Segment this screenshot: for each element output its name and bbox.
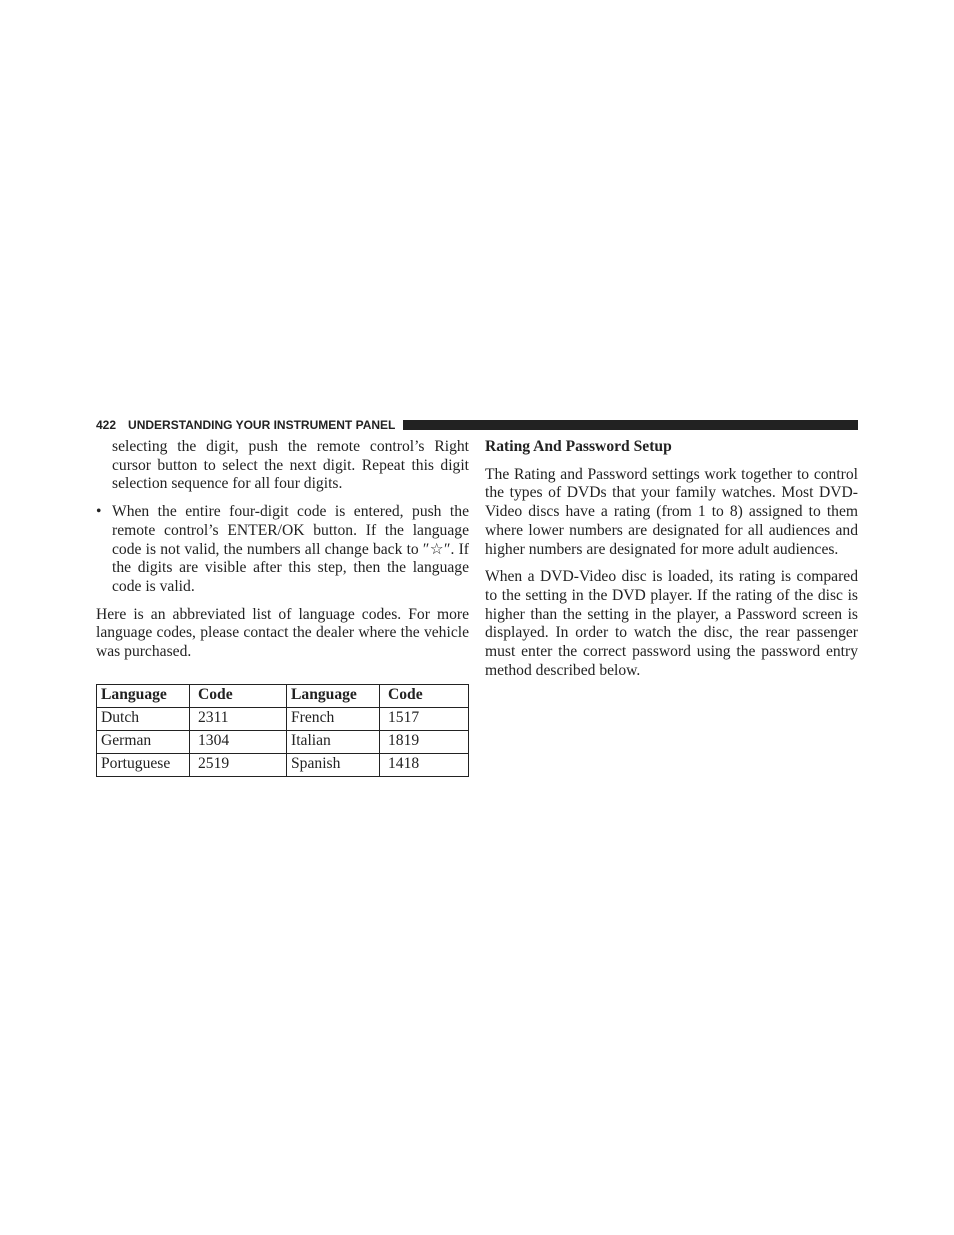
right-column (485, 438, 858, 680)
table-cell: Portuguese (97, 753, 190, 776)
table-cell: 1819 (380, 730, 469, 753)
table-row (97, 707, 469, 730)
bullet-symbol: • (96, 503, 102, 521)
table-cell: German (97, 730, 190, 753)
password-paragraph: When a DVD-Video disc is loaded, its rating is compared to the setting in the DVD player. If the rating of the disc is higher than the setting in the player, a Password screen is displayed. In order to watch the disc, the rear passenger must enter the correct password using the password entry method described below. (485, 568, 858, 679)
page-number: 422 (96, 418, 117, 432)
table-cell: 1304 (190, 730, 287, 753)
page-header (96, 415, 858, 435)
table-cell: 2311 (190, 707, 287, 730)
table-cell: 1418 (380, 753, 469, 776)
table-cell: Italian (287, 730, 380, 753)
table-header: Code (190, 684, 287, 707)
table-header: Language (97, 684, 190, 707)
table-cell: 1517 (380, 707, 469, 730)
table-row (97, 730, 469, 753)
rating-paragraph: The Rating and Password settings work together to control the types of DVDs that your family watches. Most DVD-Video discs have a rating (from 1 to 8) assigned to them where lower numbers are designated for all audiences and higher numbers are designated for more adult audiences. (485, 465, 858, 558)
header-rule (403, 420, 858, 430)
table-header-row (97, 684, 469, 707)
table-cell: Dutch (97, 707, 190, 730)
table-header: Code (380, 684, 469, 707)
continued-paragraph: selecting the digit, push the remote control’s Right cursor button to select the next digit. Repeat this digit selection sequence for all four digits. (112, 438, 469, 493)
section-heading: Rating And Password Setup (485, 438, 672, 455)
bullet-text: When the entire four-digit code is entered, push the remote control’s ENTER/OK button. If the language code is not valid, the numbers all change back to ″☆″. If the digits are visible after this step, then the language code is valid. (112, 503, 469, 595)
table-header: Language (287, 684, 380, 707)
section-title: UNDERSTANDING YOUR INSTRUMENT PANEL (128, 418, 396, 432)
table-row (97, 753, 469, 776)
table-cell: Spanish (287, 753, 380, 776)
left-column (96, 438, 469, 777)
language-code-table (96, 684, 469, 777)
intro-paragraph: Here is an abbreviated list of language codes. For more language codes, please contact the dealer where the vehicle was purchased. (96, 605, 469, 661)
table-cell: French (287, 707, 380, 730)
table-cell: 2519 (190, 753, 287, 776)
bullet-item (96, 503, 469, 597)
